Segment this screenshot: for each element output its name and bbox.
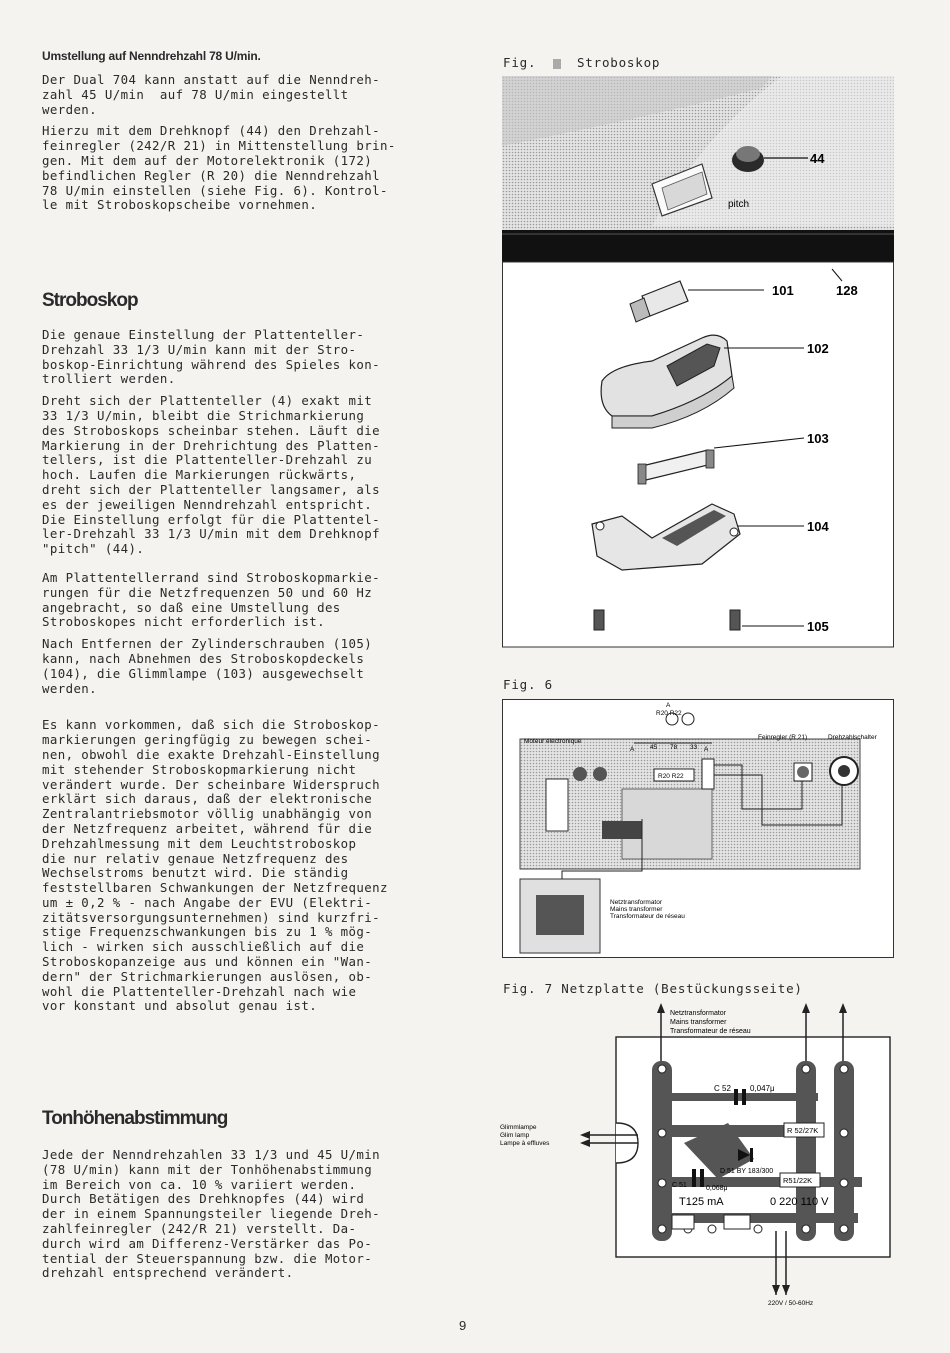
svg-text:C 52: C 52 bbox=[714, 1084, 731, 1093]
svg-text:Mains transformer: Mains transformer bbox=[610, 906, 663, 913]
svg-text:0 220 110 V: 0 220 110 V bbox=[770, 1196, 829, 1208]
heading-speed78: Umstellung auf Nenndrehzahl 78 U/min. bbox=[42, 49, 261, 63]
svg-text:R20 R22: R20 R22 bbox=[658, 773, 684, 780]
svg-text:A: A bbox=[704, 746, 709, 753]
paragraph: Nach Entfernen der Zylinderschrauben (105) kann, nach Abnehmen des Stroboskopdeckels (104), die Glimmlampe (103) ausgewechselt werden. bbox=[42, 636, 373, 696]
fig7-mains-board-diagram bbox=[498, 1003, 894, 1308]
svg-text:R51/22K: R51/22K bbox=[783, 1176, 813, 1185]
svg-text:0,068μ: 0,068μ bbox=[706, 1185, 728, 1192]
svg-text:78: 78 bbox=[670, 744, 678, 751]
callout-102: 102 bbox=[807, 341, 829, 356]
fig6-motor-board-photo bbox=[502, 699, 894, 959]
svg-text:45: 45 bbox=[650, 744, 658, 751]
section-tonhoehe bbox=[42, 1148, 442, 1281]
svg-text:D 51 BY 183/300: D 51 BY 183/300 bbox=[720, 1168, 774, 1175]
callout-128: 128 bbox=[836, 283, 858, 298]
section-stroboskop bbox=[42, 328, 442, 1014]
paragraph: Hierzu mit dem Drehknopf (44) den Drehzahl- feinregler (242/R 21) in Mittenstellung brin- gen. Mit dem auf der Motorelektronik (172) befindlichen Regler (R 20) die Nenndrehzahl 78 U/min einstellen (siehe Fig. 6). Kontrol- le mit Stroboskopscheibe vornehmen. bbox=[42, 123, 396, 213]
callout-104: 104 bbox=[807, 519, 829, 534]
svg-text:T125 mA: T125 mA bbox=[679, 1196, 724, 1208]
svg-text:Transformateur de réseau: Transformateur de réseau bbox=[670, 1028, 751, 1035]
heading-stroboskop: Stroboskop bbox=[42, 290, 138, 311]
fig5-stroboskop-illustration bbox=[502, 76, 894, 648]
callout-105: 105 bbox=[807, 619, 829, 634]
svg-text:220V / 50-60Hz: 220V / 50-60Hz bbox=[768, 1300, 814, 1307]
fig7-caption: Fig. 7 Netzplatte (Bestückungsseite) bbox=[503, 981, 803, 996]
svg-text:R20 R22: R20 R22 bbox=[656, 710, 682, 717]
figure-number-mark bbox=[553, 59, 561, 69]
svg-text:33: 33 bbox=[690, 744, 698, 751]
svg-text:Glimmlampe: Glimmlampe bbox=[500, 1124, 537, 1131]
svg-text:Netztransformator: Netztransformator bbox=[610, 899, 663, 906]
callout-103: 103 bbox=[807, 431, 829, 446]
svg-text:A: A bbox=[666, 702, 671, 709]
page-number: 9 bbox=[459, 1318, 467, 1333]
svg-text:Mains transformer: Mains transformer bbox=[670, 1019, 727, 1026]
paragraph: Es kann vorkommen, daß sich die Stroboskop- markierungen geringfügig zu bewegen schei- nen, obwohl die exakte Drehzahl-Einstellung mit stehender Stroboskopmarkierung nicht verändert wurde. Der scheinbare Widerspruch erklärt sich daraus, daß der elektronische Zentralantriebsmotor völlig unabhängig von der Netzfrequenz arbeitet, während für die Drehzahlmessung mit dem Leuchtstroboskop die nur relativ genaue Netzfrequenz des Wechselstroms benutzt wird. Die ständig feststellbaren Schwankungen der Netzfrequenz um ± 0,2 % - nach Angabe der EVU (Elektri- zitätsversorgungsunternehmen) sind kurzfri- stige Frequenzschwankungen bis zu 1 % mög- lich - wirken sich ausschließlich auf die Stroboskopanzeige aus und können ein "Wan- dern" der Strichmarkierungen auslösen, ob- wohl die Plattenteller-Drehzahl nach wie vor konstant und absolut genau ist. bbox=[42, 717, 388, 1014]
svg-text:C 51: C 51 bbox=[672, 1182, 687, 1189]
screw-icon bbox=[730, 610, 740, 630]
paragraph: Jede der Nenndrehzahlen 33 1/3 und 45 U/min (78 U/min) kann mit der Tonhöhenabstimmung im Bereich von ca. 10 % variiert werden. Durch Betätigen des Drehknopfes (44) wird der in einem Spannungsteiler liegende Dreh- zahlfeinregler (242/R 21) verstellt. Da- durch wird am Differenz-Verstärker das Po- tential der Steuerspannung bzw. die Motor- drehzahl entsprechend verändert. bbox=[42, 1147, 380, 1281]
svg-text:Glim lamp: Glim lamp bbox=[500, 1132, 530, 1139]
callout-101: 101 bbox=[772, 283, 794, 298]
svg-text:0,047μ: 0,047μ bbox=[750, 1084, 775, 1093]
svg-text:Moteur électronique: Moteur électronique bbox=[524, 738, 582, 745]
paragraph: Der Dual 704 kann anstatt auf die Nenndreh- zahl 45 U/min auf 78 U/min eingestellt werden. bbox=[42, 72, 380, 117]
heading-tonhoehe: Tonhöhenabstimmung bbox=[42, 1108, 228, 1129]
paragraph: Am Plattentellerrand sind Stroboskopmarkie- rungen für die Netzfrequenzen 50 und 60 Hz angebracht, so daß eine Umstellung des Stroboskopes nicht erforderlich ist. bbox=[42, 569, 380, 630]
fig6-caption: Fig. 6 bbox=[503, 677, 553, 692]
screw-icon bbox=[594, 610, 604, 630]
svg-text:Netztransformator: Netztransformator bbox=[670, 1010, 727, 1017]
paragraph: Die genaue Einstellung der Plattenteller- Drehzahl 33 1/3 U/min kann mit der Stro- boskop-Einrichtung während des Spieles kon- trolliert werden. bbox=[42, 327, 380, 387]
fig5-caption: Fig. Stroboskop bbox=[503, 55, 661, 70]
paragraph: Dreht sich der Plattenteller (4) exakt mit 33 1/3 U/min, bleibt die Strichmarkierung des Stroboskops scheinbar stehen. Läuft die Markierung in der Drehrichtung des Platten- tellers, ist die Plattenteller-Drehzahl zu hoch. Laufen die Markierungen rückwärts, dreht sich der Plattenteller langsamer, als es der jeweiligen Nenndrehzahl entspricht. Die Einstellung erfolgt für die Plattentel- ler-Drehzahl 33 1/3 U/min mit dem Drehknopf "pitch" (44). bbox=[42, 393, 380, 557]
svg-text:Transformateur de réseau: Transformateur de réseau bbox=[610, 913, 685, 920]
svg-text:Drehzahlschalter: Drehzahlschalter bbox=[828, 734, 877, 741]
callout-44: 44 bbox=[810, 151, 825, 166]
svg-text:Lampe à effluves: Lampe à effluves bbox=[500, 1140, 550, 1147]
svg-text:A: A bbox=[630, 746, 635, 753]
svg-text:Feinregler (R 21): Feinregler (R 21) bbox=[758, 734, 808, 741]
svg-text:R 52/27K: R 52/27K bbox=[787, 1126, 819, 1135]
pitch-label: pitch bbox=[728, 199, 750, 210]
section-speed78 bbox=[42, 49, 442, 213]
